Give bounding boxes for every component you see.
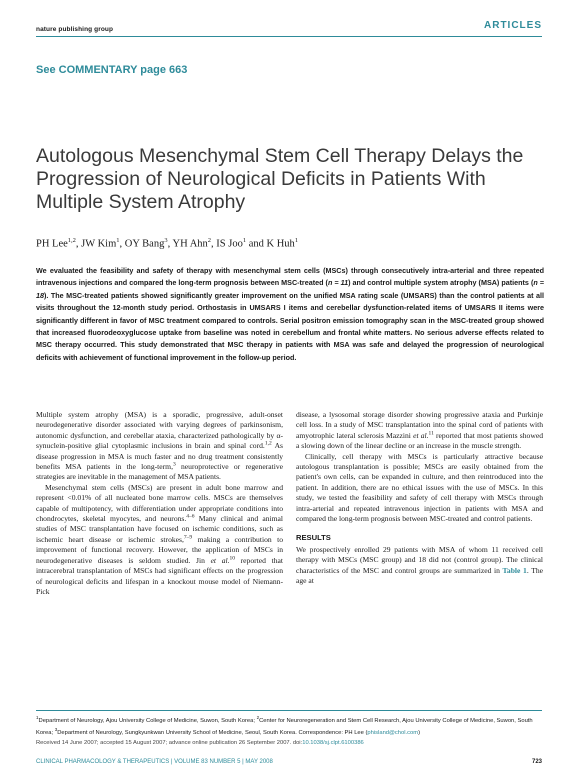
received-text: Received 14 June 2007; accepted 15 August 2007; advance online publication 26 September 2007. doi: <box>36 740 303 746</box>
text-run: Center for Neuroregeneration and Stem Cell Research, Ajou University College of Medicine, Suwon, South Korea; <box>36 717 533 736</box>
article-title: Autologous Mesenchymal Stem Cell Therapy Delays the Progression of Neurological Deficits in Patients With Multiple System Atrophy <box>36 145 524 213</box>
commentary-link[interactable]: See COMMENTARY page 663 <box>36 64 188 76</box>
footer-rule <box>36 710 542 711</box>
body-column-left <box>36 410 283 597</box>
author-affiliation: 3 <box>164 237 168 244</box>
citation-ref: 7–9 <box>183 534 193 541</box>
received-dates <box>36 740 544 746</box>
author-affiliation: 2 <box>207 237 212 244</box>
citation-ref: 10 <box>229 555 235 562</box>
body-paragraph <box>296 452 543 525</box>
author-conjunction: and <box>248 238 264 250</box>
author-name: PH Lee <box>36 238 68 250</box>
body-column-right <box>296 410 543 587</box>
text-run: Clinically, cell therapy with MSCs is particularly attractive because autologous transplantation is possible; MSCs are easily obtained from the patient's own cells, can be expanded in culture, and then reintroduced into the patient. In addition, there are no ethical issues with the use of MSCs. In this study, we tested the feasibility and safety of cell therapy with MSCs through intra-arterial and repeated intravenous injection in patients with MSA and compared the long-term prognosis between MSC-treated and control patients. <box>296 451 543 524</box>
author-affiliation: 1 <box>242 237 247 244</box>
citation-ref: 4–6 <box>186 513 195 520</box>
author-affiliation: 1 <box>116 237 120 244</box>
text-run: neuroprotective or regenerative strategies are inevitable in the management of MSA patients. <box>36 462 283 482</box>
citation-ref: 3 <box>172 461 176 468</box>
citation-ref: 11 <box>428 430 434 437</box>
citation-ref: 1 <box>36 715 39 720</box>
table-link[interactable]: Table 1 <box>502 565 527 575</box>
text-run: Department of Neurology, Ajou University College of Medicine, Suwon, South Korea; <box>38 717 257 724</box>
text-run: Many clinical and animal studies of MSC transplantation have focused on ischemic conditions, such as ischemic heart disease or ischemic strokes, <box>36 514 283 544</box>
body-paragraph <box>36 483 283 597</box>
text-run: ) <box>418 729 421 736</box>
text-run: . The age at <box>296 565 543 586</box>
author-name: IS Joo <box>216 238 243 250</box>
text-run: disease, a lysosomal storage disorder showing progressive ataxia and Purkinje cell loss. In a study of MSC transplantation into the spinal cord of patients with amyotrophic lateral sclerosis Mazzini <box>296 410 543 440</box>
text-run: Department of Neurology, Sungkyunkwan University School of Medicine, Seoul, South Korea. Correspondence: PH Lee ( <box>57 729 368 736</box>
publisher-name: nature publishing group <box>36 26 114 33</box>
author-name: K Huh <box>266 238 295 250</box>
header-rule <box>36 36 542 37</box>
text-run: making a contribution to improvement of functional recovery. However, the application of MSCs in neurodegenerative diseases is seldom studied. Jin <box>36 534 283 565</box>
abstract-text-2: ) and control multiple system atrophy (MSA) patients ( <box>348 278 534 288</box>
author-affiliation: 1 <box>294 237 299 244</box>
author-name: OY Bang <box>124 238 165 250</box>
text-run: reported that intracerebral transplantation of MSCs had significant effects on the progression of neurological deficits and lifespan in a knockout mouse model of Niemann-Pick <box>36 555 283 596</box>
abstract-n-treated: n = 11 <box>327 278 349 288</box>
author-name: JW Kim <box>81 238 117 250</box>
author-affiliation: 1,2 <box>67 237 76 244</box>
body-paragraph <box>296 545 543 587</box>
abstract-text-3: ). The MSC-treated patients showed significantly greater improvement on the unified MSA rating scale (UMSARS) than the control patients at all visits throughout the 12-month study period. Orthostasis in UMSARS I items and cerebellar dysfunction-related items of UMSARS II items were significantly different in favor of MSC treatment compared to controls. Serial positron emission tomography scan in the MSC-treated group showed that increased fluorodeoxyglucose uptake from baseline was noted in cerebellum and frontal white matters. No serious adverse effects related to MSC therapy occurred. This study demonstrated that MSC therapy in patients with MSA was safe and delayed the progression of neurological deficits with achievement of functional improvement in the follow-up period. <box>36 290 544 362</box>
text-run: Multiple system atrophy (MSA) is a sporadic, progressive, adult-onset neurodegenerative disorder associated with varying degrees of parkinsonism, autonomic dysfunction, and cerebellar ataxia, characterized pathologically by α-synuclein-positive glial cytoplasmic inclusions in brain and spinal cord. <box>36 410 283 451</box>
citation-ref: 2 <box>256 715 260 720</box>
results-heading: RESULTS <box>296 533 331 543</box>
abstract-text-1: We evaluated the feasibility and safety of therapy with mesenchymal stem cells (MSCs) through consecutively intra-arterial and three repeated intravenous injections and compared the long-term prognosis between MSC-treated ( <box>36 266 544 288</box>
text-run: Mesenchymal stem cells (MSCs) are present in adult bone marrow and represent <0.01% of all nucleated bone marrow cells. MSCs are themselves capable of multipotency, with differentiation under appropriate conditions into chondrocytes, skeletal myocytes, and neurons. <box>36 482 283 524</box>
text-run: We prospectively enrolled 29 patients with MSA of whom 11 received cell therapy with MSCs (MSC group) and 18 did not (control group). The clinical characteristics of the MSC and control groups are summarized in <box>296 544 543 575</box>
author-name: YH Ahn <box>172 238 208 250</box>
body-paragraph <box>36 410 283 483</box>
author-list: PH Lee$^{1,2}$, JW Kim$^1$, OY Bang$^3$, YH Ahn$^2$, IS Joo$^1$ and K Huh$^1$ <box>36 237 299 250</box>
text-run: reported that most patients showed a slowing down of the linear decline or an increase in the muscle strength. <box>296 430 543 451</box>
email-link[interactable]: phisland@chol.com <box>367 729 419 736</box>
affiliations <box>36 714 544 737</box>
text-run: As disease progression in MSA is much faster and no drug treatment consistently benefits MSA patients in the long-term, <box>36 441 284 472</box>
abstract-n-control: n = 18 <box>36 278 544 300</box>
page-number: 723 <box>531 759 542 765</box>
body-paragraph <box>296 410 543 452</box>
journal-citation: CLINICAL PHARMACOLOGY & THERAPEUTICS | VOLUME 83 NUMBER 5 | MAY 2008 <box>36 759 273 765</box>
citation-ref: 3 <box>54 726 58 732</box>
italic-text: et al. <box>210 555 230 565</box>
abstract <box>36 265 544 364</box>
doi-link[interactable]: 10.1038/sj.clpt.6100386 <box>302 740 364 746</box>
italic-text: et al. <box>413 430 429 440</box>
section-label: ARTICLES <box>484 20 542 31</box>
citation-ref: 1,2 <box>264 440 272 447</box>
